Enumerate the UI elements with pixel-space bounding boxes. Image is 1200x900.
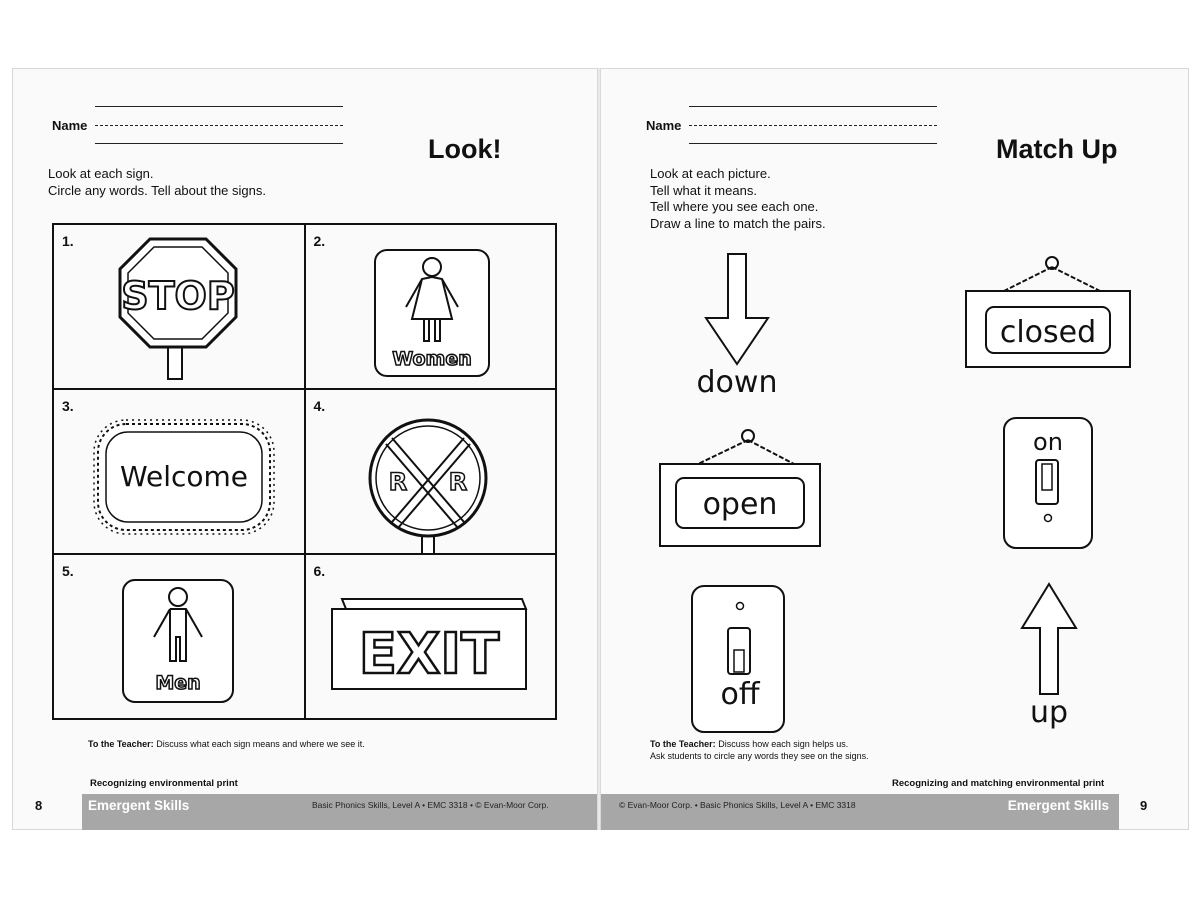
- railroad-crossing-icon: [366, 418, 490, 556]
- welcome-mat-icon: [94, 418, 274, 536]
- sign-cell-welcome: [53, 389, 305, 554]
- men-sign-text: Men: [155, 672, 201, 694]
- sign-number: 2.: [313, 233, 326, 249]
- right-name-label: Name: [646, 118, 682, 133]
- left-instruction-line: Circle any words. Tell about the signs.: [48, 182, 266, 198]
- teacher-label: To the Teacher:: [88, 739, 154, 749]
- book-gutter: [597, 68, 601, 830]
- left-name-line-bottom: [95, 143, 343, 144]
- closed-sign-icon: [964, 255, 1132, 370]
- right-footer-brand: Emergent Skills: [1007, 798, 1109, 813]
- sign-cell-men: [53, 554, 305, 719]
- teacher-text: Discuss what each sign means and where we see it.: [156, 739, 365, 749]
- open-label: open: [702, 487, 778, 522]
- left-footer-brand: Emergent Skills: [88, 798, 190, 813]
- down-arrow-icon: [694, 252, 784, 402]
- sign-number: 3.: [62, 398, 74, 414]
- left-footer-credit: Basic Phonics Skills, Level A • EMC 3318 • © Evan-Moor Corp.: [312, 800, 549, 810]
- men-restroom-icon: [122, 579, 234, 703]
- left-page-number: 8: [35, 798, 43, 813]
- left-instruction-line: Look at each sign.: [48, 166, 154, 181]
- teacher-text: Ask students to circle any words they see on the signs.: [650, 751, 869, 761]
- welcome-mat-text: Welcome: [119, 460, 249, 493]
- right-name-line-top: [689, 106, 937, 107]
- left-name-label: Name: [52, 118, 88, 133]
- sign-number: 4.: [313, 398, 326, 414]
- sign-cell-exit: [305, 554, 557, 719]
- sign-number: 1.: [62, 233, 74, 249]
- women-sign-text: Women: [391, 348, 472, 370]
- sign-number: 6.: [313, 563, 326, 579]
- women-restroom-icon: [374, 249, 490, 379]
- right-instruction-line: Tell what it means.: [650, 182, 757, 198]
- sign-grid: [52, 223, 557, 720]
- open-sign-icon: [658, 426, 822, 548]
- sign-cell-women: [305, 224, 557, 389]
- closed-label: closed: [999, 315, 1097, 350]
- sign-number: 5.: [62, 563, 74, 579]
- left-name-line-mid: [95, 125, 343, 126]
- right-instructions: [650, 166, 826, 232]
- left-footer-bar: [82, 794, 597, 830]
- right-page-title: Match Up: [996, 134, 1118, 164]
- left-topic: Recognizing environmental print: [90, 778, 238, 789]
- railroad-letter: R: [448, 468, 467, 496]
- right-instruction-line: Tell where you see each one.: [650, 199, 819, 214]
- stop-sign-text: STOP: [121, 274, 235, 318]
- on-label: on: [1033, 428, 1063, 456]
- right-instruction-line: Look at each picture.: [650, 166, 771, 181]
- right-teacher-note: [650, 738, 869, 762]
- left-name-line-top: [95, 106, 343, 107]
- light-switch-on-icon: [1002, 416, 1094, 550]
- right-name-line-mid: [689, 125, 937, 126]
- sign-cell-railroad: [305, 389, 557, 554]
- right-footer-bar: [601, 794, 1119, 830]
- exit-sign-icon: [330, 597, 530, 691]
- railroad-letter: R: [388, 468, 407, 496]
- off-label: off: [720, 677, 760, 712]
- down-label: down: [696, 365, 778, 400]
- exit-sign-text: EXIT: [358, 622, 499, 687]
- right-name-line-bottom: [689, 143, 937, 144]
- stop-sign-icon: [118, 237, 238, 382]
- teacher-text: Discuss how each sign helps us.: [718, 739, 849, 749]
- right-footer-credit: © Evan-Moor Corp. • Basic Phonics Skills, Level A • EMC 3318: [619, 800, 856, 810]
- sign-cell-stop: [53, 224, 305, 389]
- up-label: up: [1029, 695, 1069, 730]
- right-page-number: 9: [1140, 798, 1148, 813]
- left-instructions: [48, 166, 266, 199]
- left-page-title: Look!: [428, 134, 502, 164]
- right-instruction-line: Draw a line to match the pairs.: [650, 215, 826, 231]
- light-switch-off-icon: [690, 584, 786, 736]
- up-arrow-icon: [1014, 582, 1084, 730]
- teacher-label: To the Teacher:: [650, 739, 716, 749]
- left-teacher-note: [88, 738, 365, 750]
- right-topic: Recognizing and matching environmental print: [892, 778, 1105, 789]
